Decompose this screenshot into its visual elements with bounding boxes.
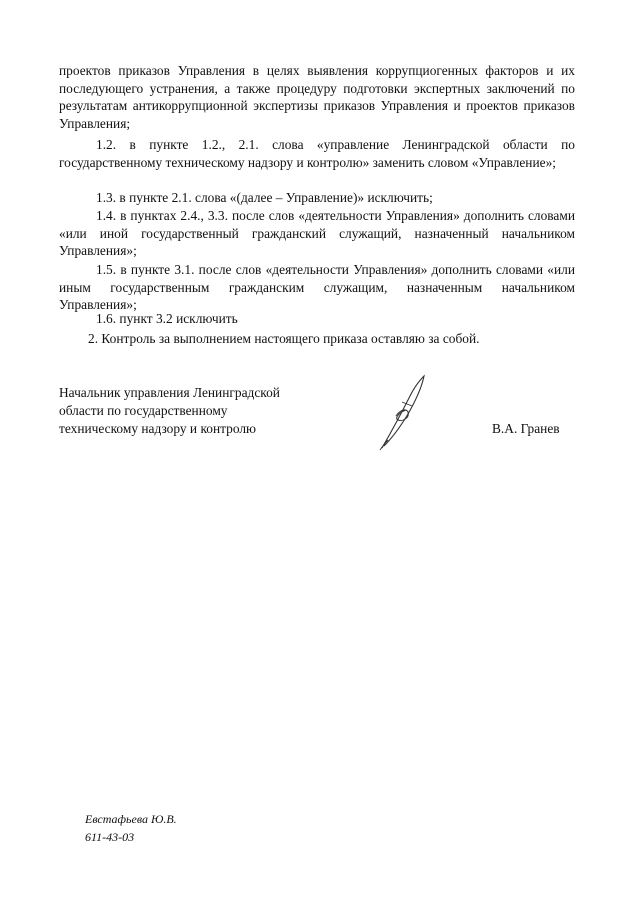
executor-phone: 611-43-03 <box>85 830 135 844</box>
paragraph-item-2: 2. Контроль за выполнением настоящего приказа оставляю за собой. <box>88 331 480 346</box>
paragraph-item-1-3: 1.3. в пункте 2.1. слова «(далее – Управление)» исключить; <box>96 190 433 205</box>
executor-name: Евстафьева Ю.В. <box>85 812 177 826</box>
signatory-position-line-1: Начальник управления Ленинградской <box>59 385 280 400</box>
signatory-position-line-3: техническому надзору и контролю <box>59 421 257 436</box>
signatory-position <box>59 384 280 438</box>
paragraph-item-1-5: 1.5. в пункте 3.1. после слов «деятельности Управления» дополнить словами «или иным государственным гражданским служащим, назначенным начальником Управления»; <box>59 262 575 313</box>
signatory-position-line-2: области по государственному <box>59 403 228 418</box>
executor-info <box>85 810 177 846</box>
paragraph-intro: проектов приказов Управления в целях выявления коррупциогенных факторов и их последующего устранения, а также процедуру подготовки экспертных заключений по результатам антикоррупционной экспертизы приказов Управления и проектов приказов Управления; <box>59 63 575 131</box>
paragraph-item-1-6: 1.6. пункт 3.2 исключить <box>96 311 238 326</box>
paragraph-item-1-4: 1.4. в пунктах 2.4., 3.3. после слов «деятельности Управления» дополнить словами «или иной государственный гражданский служащий, назначенный начальником Управления»; <box>59 208 575 259</box>
handwritten-signature <box>372 372 432 452</box>
paragraph-item-1-2: 1.2. в пункте 1.2., 2.1. слова «управление Ленинградской области по государственному техническому надзору и контролю» заменить словом «Управление»; <box>59 137 575 170</box>
signatory-name: В.А. Гранев <box>492 421 560 436</box>
